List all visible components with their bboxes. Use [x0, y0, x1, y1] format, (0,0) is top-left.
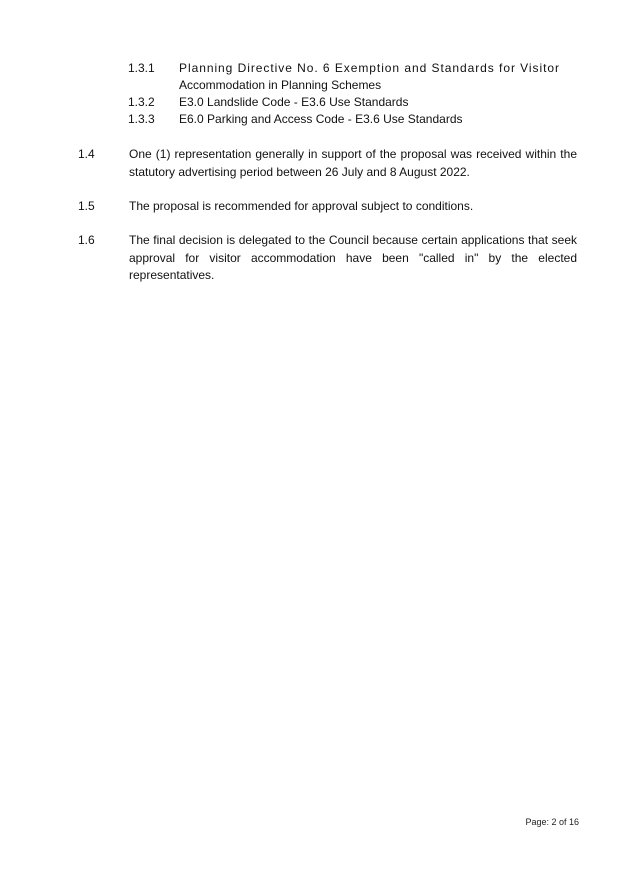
item-text-1-3-2: E3.0 Landslide Code - E3.6 Use Standards: [179, 95, 409, 109]
item-number-1-3-3: 1.3.3: [128, 112, 155, 126]
item-text-1-3-3: E6.0 Parking and Access Code - E3.6 Use Standards: [179, 112, 463, 126]
item-number-1-3-1: 1.3.1: [128, 61, 155, 75]
page-number-footer: Page: 2 of 16: [525, 817, 579, 827]
paragraph-number-1-6: 1.6: [78, 233, 95, 247]
paragraph-text-1-5: The proposal is recommended for approval subject to conditions.: [129, 199, 474, 213]
paragraph-text-1-4: One (1) representation generally in support of the proposal was received within the statutory advertising period between 26 July and 8 August 2022.: [129, 147, 577, 179]
item-number-1-3-2: 1.3.2: [128, 95, 155, 109]
paragraph-text-1-6: The final decision is delegated to the Council because certain applications that seek approval for visitor accommodation have been "called in" by the elected representatives.: [129, 233, 577, 282]
item-text-1-3-1-line2: Accommodation in Planning Schemes: [179, 78, 382, 92]
paragraph-number-1-4: 1.4: [78, 147, 95, 161]
paragraph-number-1-5: 1.5: [78, 199, 95, 213]
item-text-1-3-1-line1: Planning Directive No. 6 Exemption and Standards for Visitor: [179, 61, 560, 75]
